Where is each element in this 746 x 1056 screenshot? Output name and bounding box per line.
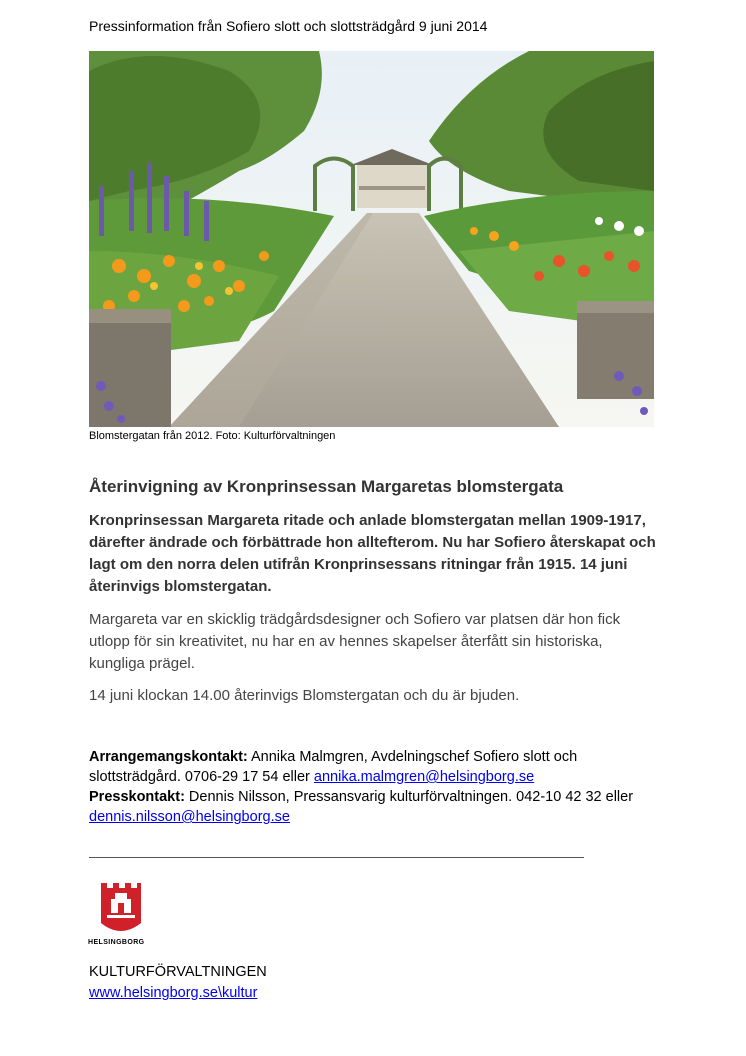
garden-path-photo — [89, 51, 654, 427]
organization-name: KULTURFÖRVALTNINGEN — [89, 964, 267, 980]
garden-photo-illustration — [89, 51, 654, 427]
helsingborg-crest-icon — [89, 879, 153, 941]
article-headline: Återinvigning av Kronprinsessan Margaretas blomstergata — [89, 477, 564, 496]
photo-caption: Blomstergatan från 2012. Foto: Kulturförvaltningen — [89, 430, 336, 442]
press-contact-email-link[interactable]: dennis.nilsson@helsingborg.se — [89, 809, 290, 825]
article-body-paragraph: Margareta var en skicklig trädgårdsdesigner och Sofiero var platsen där hon fick utlopp för sin kreativitet, nu har en av hennes skapelser återfått sin historiska, kungliga prägel. — [89, 611, 621, 672]
article-event-paragraph: 14 juni klockan 14.00 återinvigs Blomstergatan och du är bjuden. — [89, 687, 520, 704]
header-line: Pressinformation från Sofiero slott och slottsträdgård 9 juni 2014 — [89, 18, 488, 34]
organization-website-link[interactable]: www.helsingborg.se\kultur — [89, 985, 258, 1001]
logo-wordmark: HELSINGBORG — [88, 939, 145, 946]
contact-block — [89, 747, 669, 827]
press-contact-label: Presskontakt: — [89, 789, 185, 805]
event-contact-email-link[interactable]: annika.malmgren@helsingborg.se — [313, 769, 535, 785]
event-contact-label: Arrangemangskontakt: — [89, 749, 248, 765]
event-contact-text: Annika Malmgren, Avdelningschef Sofiero slott och slottsträdgård. 0706-29 17 54 eller — [89, 749, 578, 785]
divider-rule — [89, 857, 584, 858]
press-contact-text: Dennis Nilsson, Pressansvarig kulturförvaltningen. 042-10 42 32 eller — [184, 789, 634, 805]
article-lead: Kronprinsessan Margareta ritade och anlade blomstergatan mellan 1909-1917, därefter ändrade och förbättrade hon alltefterom. Nu har Sofiero återskapat och lagt om den norra delen utifrån Kronprinsessans ritningar från 1915. 14 juni återinvigs blomstergatan. — [89, 512, 656, 595]
